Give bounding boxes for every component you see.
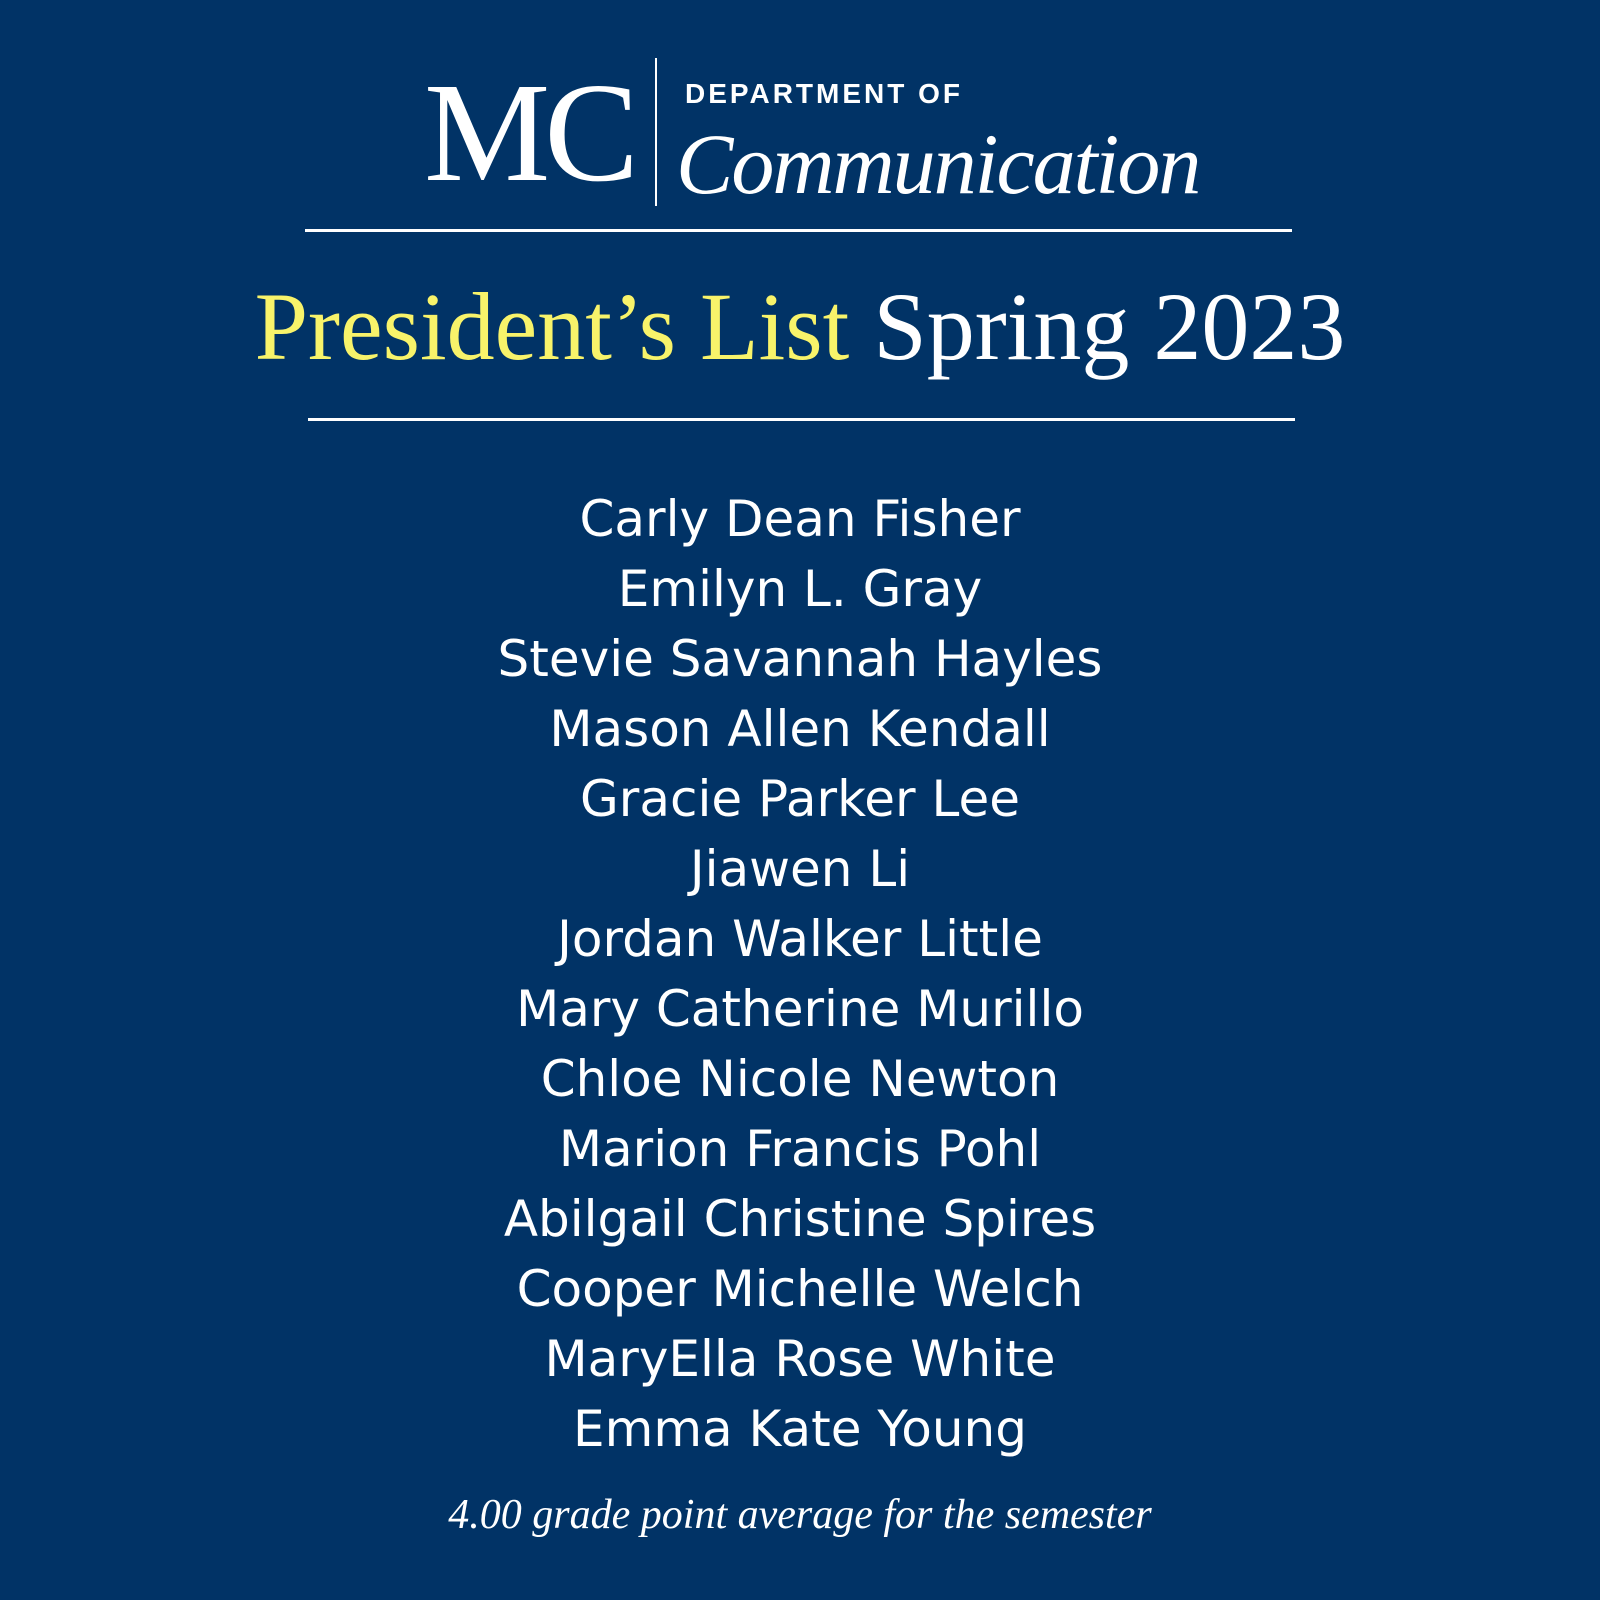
honoree-name: Gracie Parker Lee xyxy=(580,770,1020,828)
gpa-footnote: 4.00 grade point average for the semester xyxy=(448,1492,1152,1538)
logo-department-name: Communication xyxy=(676,116,1200,212)
honoree-name: Jordan Walker Little xyxy=(557,910,1043,968)
honoree-name: Jiawen Li xyxy=(689,840,911,898)
headline-list-name: President’s List xyxy=(254,273,850,380)
honoree-name: Cooper Michelle Welch xyxy=(516,1260,1084,1318)
headline-term: Spring 2023 xyxy=(873,273,1346,380)
honoree-name: Emma Kate Young xyxy=(573,1400,1027,1458)
department-logo xyxy=(0,53,1600,212)
bottom-divider xyxy=(308,418,1295,421)
honoree-name: Mary Catherine Murillo xyxy=(516,980,1084,1038)
honoree-list xyxy=(0,484,1600,1464)
headline xyxy=(0,272,1600,382)
logo-department-line: DEPARTMENT OF xyxy=(685,78,964,109)
top-divider xyxy=(305,229,1292,232)
logo-divider xyxy=(655,58,657,206)
honoree-name: Abilgail Christine Spires xyxy=(503,1190,1097,1248)
honoree-name: Marion Francis Pohl xyxy=(558,1120,1042,1178)
honoree-name: Emilyn L. Gray xyxy=(617,560,983,618)
honoree-name: Mason Allen Kendall xyxy=(549,700,1051,758)
honoree-name: Stevie Savannah Hayles xyxy=(497,630,1103,688)
honoree-name: Carly Dean Fisher xyxy=(579,490,1021,548)
honoree-name: Chloe Nicole Newton xyxy=(540,1050,1060,1108)
logo-monogram: MC xyxy=(424,53,633,211)
honoree-name: MaryElla Rose White xyxy=(544,1330,1056,1388)
